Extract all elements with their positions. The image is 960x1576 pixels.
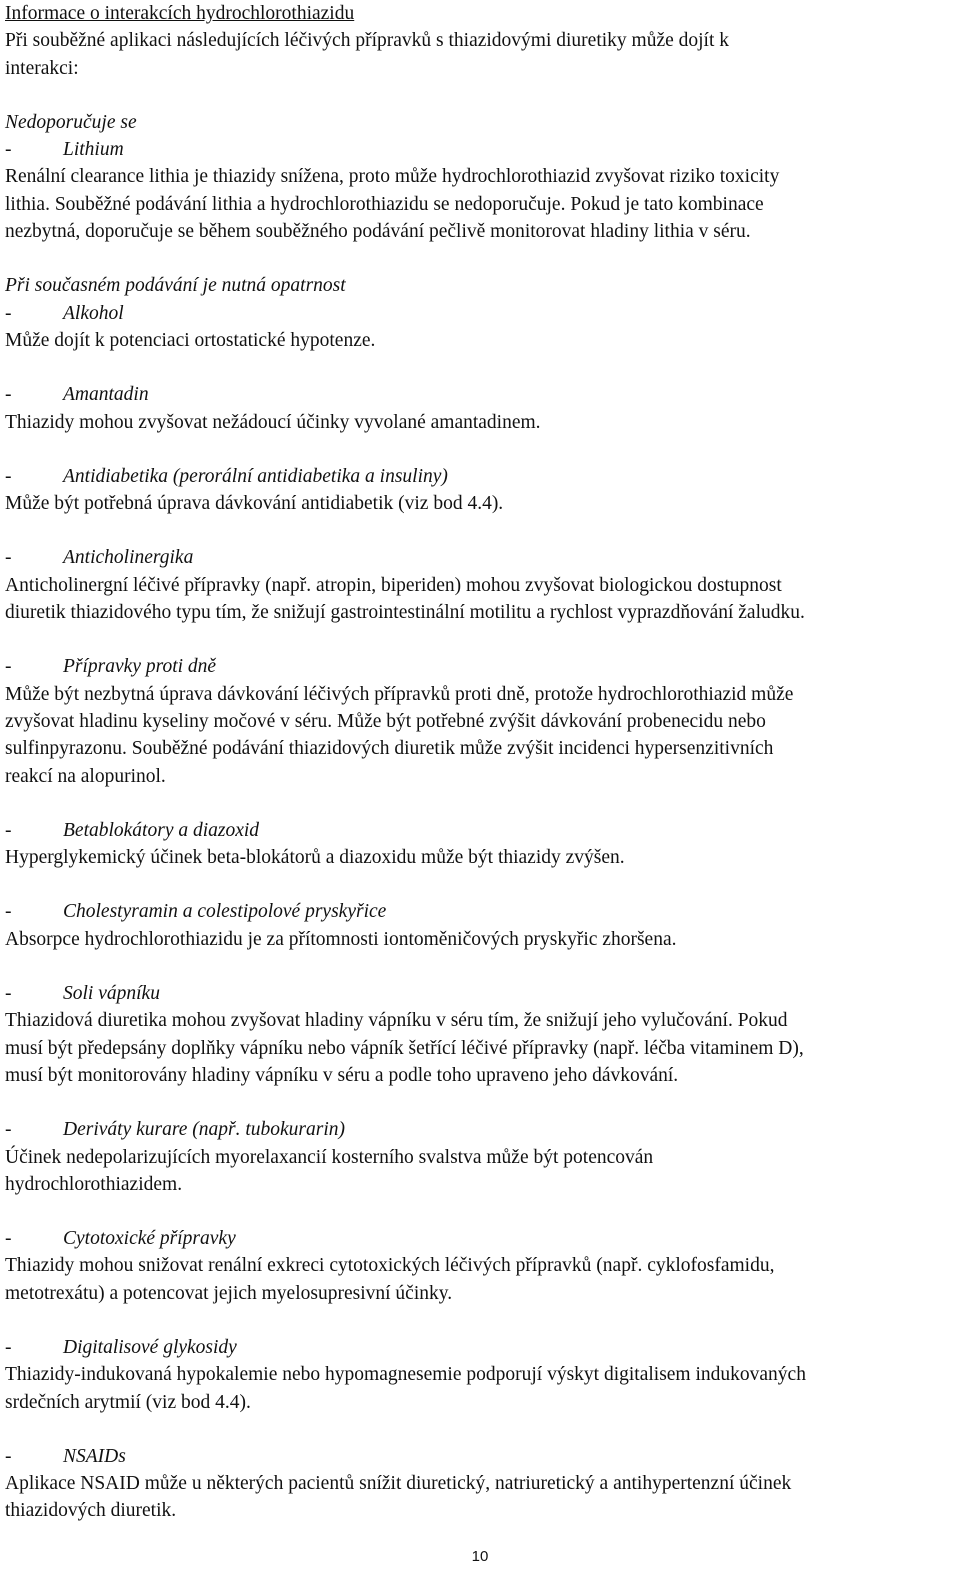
intro-line-2: interakci: (5, 57, 79, 79)
interaction-text: Může dojít k potenciaci ortostatické hypotenze. (5, 329, 376, 351)
interaction-item-title: - Betablokátory a diazoxid (5, 819, 260, 841)
interaction-text: musí být předepsány doplňky vápníku nebo vápník šetřící léčivé přípravky (např. léčba vitaminem D), (5, 1037, 804, 1059)
interaction-text: diuretik thiazidového typu tím, že snižují gastrointestinální motilitu a rychlost vyprazdňování žaludku. (5, 602, 805, 624)
interaction-text: Účinek nedepolarizujících myorelaxancií kosterního svalstva může být potencován (5, 1146, 654, 1168)
interaction-text: Aplikace NSAID může u některých pacientů snížit diuretický, natriuretický a antihypertenzní účinek (5, 1473, 792, 1495)
interaction-text: sulfinpyrazonu. Souběžné podávání thiazidových diuretik může zvýšit incidenci hypersenzitivních (5, 738, 774, 760)
interaction-item-title: - Cholestyramin a colestipolové pryskyřice (5, 901, 387, 923)
interaction-item-title: - Digitalisové glykosidy (5, 1336, 237, 1358)
interaction-text: Absorpce hydrochlorothiazidu je za přítomnosti iontoměničových pryskyřic zhoršena. (5, 928, 677, 950)
intro-line-1: Při souběžné aplikaci následujících léčivých přípravků s thiazidovými diuretiky může dojít k (5, 30, 730, 52)
interaction-item-title: - Amantadin (5, 384, 149, 406)
interaction-item-title: - Lithium (5, 139, 124, 161)
interaction-item-title: - Antidiabetika (perorální antidiabetika a insuliny) (5, 465, 448, 487)
interaction-text: Může být nezbytná úprava dávkování léčivých přípravků proti dně, protože hydrochlorothiazid může (5, 683, 794, 705)
document-page (5, 0, 955, 1525)
not-recommended-label: Nedoporučuje se (5, 111, 137, 133)
interaction-text: metotrexátu) a potencovat jejich myelosupresivní účinky. (5, 1282, 453, 1304)
interaction-text: Thiazidy mohou snižovat renální exkreci cytotoxických léčivých přípravků (např. cyklofosfamidu, (5, 1255, 775, 1277)
interaction-text: zvyšovat hladinu kyseliny močové v séru. Může být potřebné zvýšit dávkování probenecidu nebo (5, 710, 766, 732)
interaction-text: reakcí na alopurinol. (5, 765, 166, 787)
page-number: 10 (471, 1548, 489, 1565)
interaction-text: Thiazidová diuretika mohou zvyšovat hladiny vápníku v séru tím, že snižují jeho vylučování. Pokud (5, 1010, 788, 1032)
caution-label: Při současném podávání je nutná opatrnost (5, 275, 346, 297)
interaction-text: Thiazidy mohou zvyšovat nežádoucí účinky vyvolané amantadinem. (5, 411, 541, 433)
section-heading: Informace o interakcích hydrochlorothiazidu (5, 3, 355, 24)
interaction-item-title: - Deriváty kurare (např. tubokurarin) (5, 1119, 345, 1141)
interaction-item-title: - Soli vápníku (5, 983, 160, 1005)
interaction-item-title: - Alkohol (5, 302, 124, 324)
interaction-text: musí být monitorovány hladiny vápníku v séru a podle toho upraveno jeho dávkování. (5, 1064, 679, 1086)
lithium-text-3: nezbytná, doporučuje se během souběžného podávání pečlivě monitorovat hladiny lithia v séru. (5, 221, 751, 243)
interaction-text: thiazidových diuretik. (5, 1500, 177, 1522)
interaction-item-title: - Cytotoxické přípravky (5, 1228, 236, 1250)
interaction-text: Thiazidy-indukovaná hypokalemie nebo hypomagnesemie podporují výskyt digitalisem indukovaných (5, 1364, 806, 1386)
lithium-text-1: Renální clearance lithia je thiazidy snížena, proto může hydrochlorothiazid zvyšovat riziko toxicity (5, 166, 780, 188)
interaction-text: srdečních arytmií (viz bod 4.4). (5, 1391, 251, 1413)
lithium-text-2: lithia. Souběžné podávání lithia a hydrochlorothiazidu se nedoporučuje. Pokud je tato kombinace (5, 193, 764, 215)
interaction-text: Může být potřebná úprava dávkování antidiabetik (viz bod 4.4). (5, 493, 504, 515)
interaction-item-title: - Přípravky proti dně (5, 656, 217, 678)
interaction-text: hydrochlorothiazidem. (5, 1173, 183, 1195)
interaction-text: Hyperglykemický účinek beta-blokátorů a diazoxidu může být thiazidy zvýšen. (5, 847, 625, 869)
interaction-item-title: - Anticholinergika (5, 547, 194, 569)
interaction-text: Anticholinergní léčivé přípravky (např. atropin, biperiden) mohou zvyšovat biologickou dostupnost (5, 574, 782, 596)
interaction-item-title: - NSAIDs (5, 1445, 126, 1467)
